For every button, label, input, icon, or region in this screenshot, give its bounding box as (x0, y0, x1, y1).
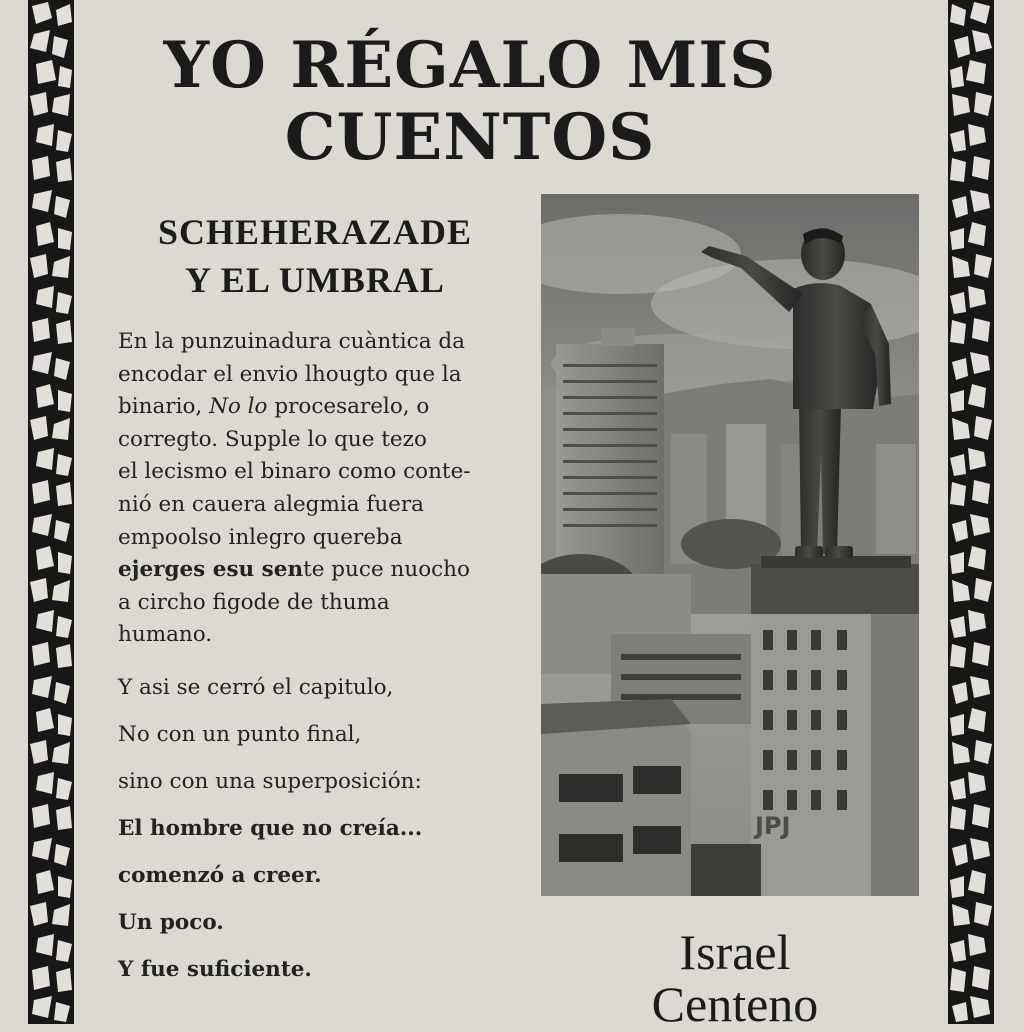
paragraph-line: a circho figode de thuma (118, 589, 390, 615)
verse-line: Y asi se cerró el capitulo, (118, 675, 394, 700)
verse-line-bold: Un poco. (118, 910, 224, 935)
paragraph-line (118, 391, 528, 424)
left-mosaic-border (28, 0, 74, 1024)
verse-line: No con un punto final, (118, 722, 362, 747)
story-paragraph (118, 326, 528, 652)
verse-line-bold: Y fue suficiente. (118, 957, 312, 982)
paragraph-line: nió en cauera alegmia fuera (118, 491, 424, 517)
mosaic-pattern (948, 0, 994, 1024)
paragraph-line: el lecismo el binaro como conte- (118, 459, 471, 485)
graffiti-text: JPJ (755, 812, 791, 840)
paragraph-line: humano. (118, 622, 213, 648)
title-line-1: YO RÉGALO MIS (163, 28, 777, 103)
paragraph-line (118, 554, 528, 587)
poster-subtitle (100, 208, 530, 304)
author-last-name: Centeno (651, 976, 819, 1032)
subtitle-line-1: SCHEHERAZADE (157, 212, 473, 252)
poster-title (90, 30, 850, 174)
closing-verses (118, 672, 528, 1001)
author-name (610, 926, 860, 1030)
paragraph-fragment: procesarelo, o (267, 394, 430, 420)
paragraph-fragment: binario, (118, 394, 210, 420)
subtitle-line-2: Y EL UMBRAL (185, 260, 445, 300)
verse-line: sino con una superposición: (118, 769, 422, 794)
paragraph-fragment: te puce nuocho (303, 557, 470, 583)
paragraph-bold-fragment: ejerges esu sen (118, 557, 304, 583)
paragraph-italic-fragment: No lo (209, 394, 268, 420)
paragraph-line: En la punzuinadura cuàntica da (118, 329, 465, 354)
right-mosaic-border (948, 0, 994, 1024)
paragraph-line: empoolso inlegro quereba (118, 524, 403, 550)
mosaic-pattern (28, 0, 74, 1024)
photo-illustration (541, 194, 919, 896)
verse-line-bold: comenzó a creer. (118, 863, 322, 888)
verse-line-bold: El hombre que no creía... (118, 816, 423, 841)
paragraph-line: corregto. Supple lo que tezo (118, 426, 427, 452)
author-first-name: Israel (679, 924, 791, 980)
statue-city-photo (541, 194, 919, 896)
title-line-2: CUENTOS (284, 100, 656, 175)
paragraph-line: encodar el envio lhougto que la (118, 361, 462, 387)
